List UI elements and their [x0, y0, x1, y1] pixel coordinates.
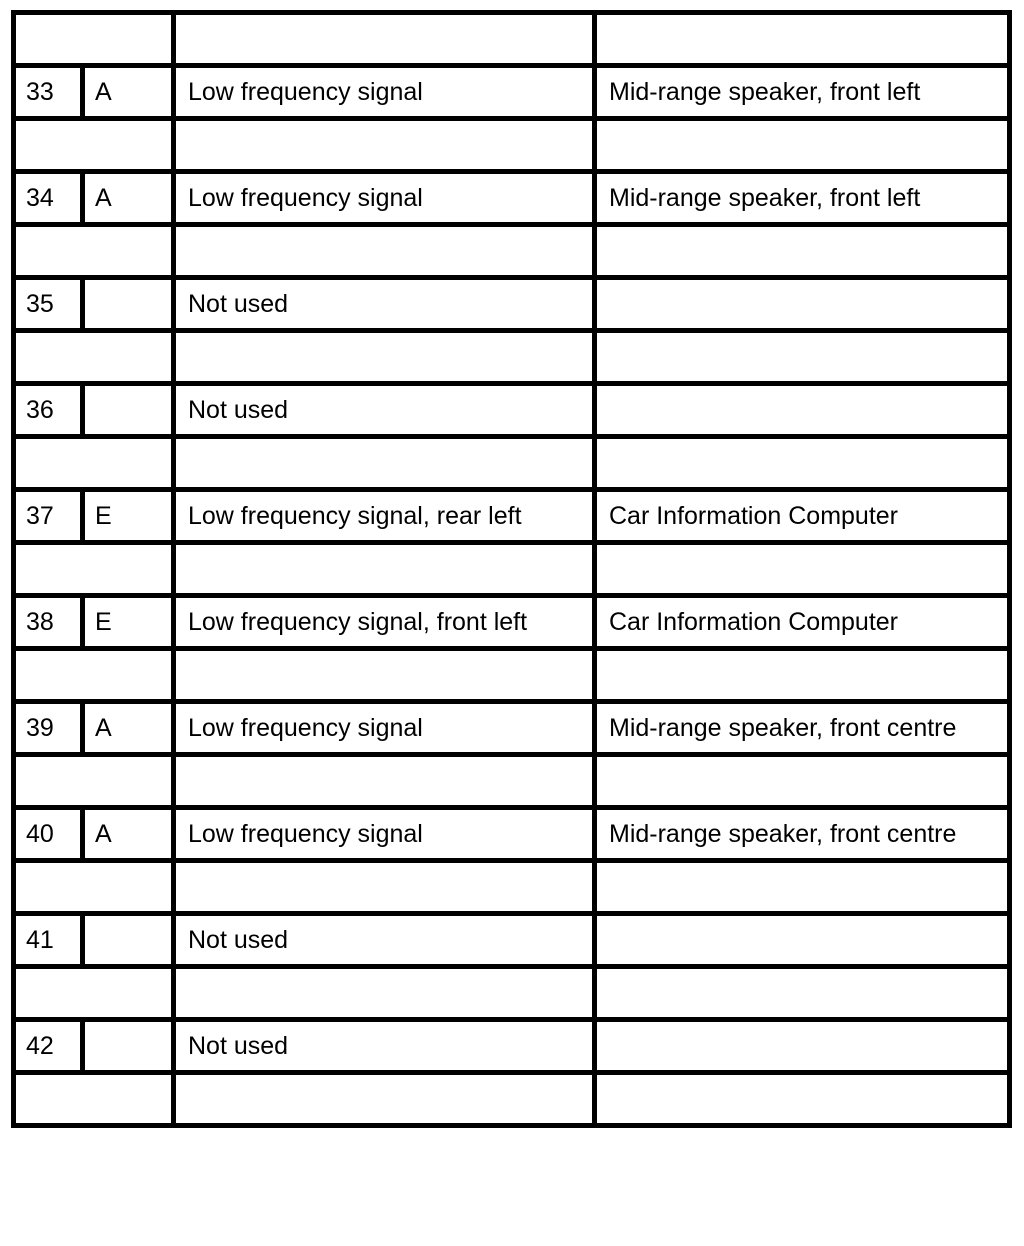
signal-description-cell: Not used	[174, 1020, 595, 1073]
component-cell: Mid-range speaker, front left	[595, 66, 1010, 119]
pin-number-cell: 39	[14, 702, 83, 755]
spacer-row	[14, 967, 1010, 1020]
spacer-row	[14, 13, 1010, 66]
component-cell: Car Information Computer	[595, 490, 1010, 543]
component-cell	[595, 1020, 1010, 1073]
spacer-row	[14, 119, 1010, 172]
spacer-cell	[14, 13, 174, 66]
component-cell: Mid-range speaker, front left	[595, 172, 1010, 225]
spacer-cell	[14, 967, 174, 1020]
spacer-cell	[595, 543, 1010, 596]
type-cell	[83, 914, 174, 967]
pin-number-cell: 36	[14, 384, 83, 437]
spacer-cell	[14, 1073, 174, 1126]
table-row	[14, 172, 1010, 225]
spacer-cell	[595, 649, 1010, 702]
pin-number-cell: 38	[14, 596, 83, 649]
component-cell	[595, 384, 1010, 437]
spacer-cell	[174, 861, 595, 914]
pin-assignment-table	[11, 10, 1012, 1128]
spacer-cell	[595, 225, 1010, 278]
spacer-cell	[595, 13, 1010, 66]
spacer-cell	[174, 543, 595, 596]
spacer-cell	[14, 649, 174, 702]
pin-number-cell: 34	[14, 172, 83, 225]
signal-description-cell: Low frequency signal, front left	[174, 596, 595, 649]
pin-number-cell: 35	[14, 278, 83, 331]
spacer-cell	[174, 1073, 595, 1126]
table-row	[14, 490, 1010, 543]
signal-description-cell: Not used	[174, 278, 595, 331]
spacer-cell	[14, 755, 174, 808]
signal-description-cell: Low frequency signal	[174, 66, 595, 119]
spacer-row	[14, 543, 1010, 596]
spacer-cell	[14, 225, 174, 278]
spacer-cell	[595, 967, 1010, 1020]
table-row	[14, 278, 1010, 331]
component-cell: Car Information Computer	[595, 596, 1010, 649]
type-cell	[83, 278, 174, 331]
spacer-cell	[14, 331, 174, 384]
spacer-cell	[595, 1073, 1010, 1126]
spacer-row	[14, 1073, 1010, 1126]
table-row	[14, 66, 1010, 119]
type-cell: E	[83, 596, 174, 649]
spacer-cell	[174, 755, 595, 808]
pin-number-cell: 37	[14, 490, 83, 543]
table-row	[14, 596, 1010, 649]
type-cell	[83, 384, 174, 437]
type-cell: A	[83, 808, 174, 861]
pin-number-cell: 41	[14, 914, 83, 967]
spacer-cell	[595, 861, 1010, 914]
spacer-cell	[14, 861, 174, 914]
signal-description-cell: Low frequency signal	[174, 808, 595, 861]
spacer-row	[14, 331, 1010, 384]
pin-number-cell: 40	[14, 808, 83, 861]
signal-description-cell: Low frequency signal	[174, 702, 595, 755]
pin-number-cell: 42	[14, 1020, 83, 1073]
spacer-cell	[595, 755, 1010, 808]
component-cell	[595, 914, 1010, 967]
spacer-cell	[174, 437, 595, 490]
spacer-row	[14, 649, 1010, 702]
spacer-cell	[595, 437, 1010, 490]
spacer-cell	[14, 543, 174, 596]
spacer-cell	[14, 437, 174, 490]
component-cell	[595, 278, 1010, 331]
signal-description-cell: Low frequency signal	[174, 172, 595, 225]
component-cell: Mid-range speaker, front centre	[595, 808, 1010, 861]
signal-description-cell: Not used	[174, 384, 595, 437]
spacer-row	[14, 861, 1010, 914]
signal-description-cell: Not used	[174, 914, 595, 967]
spacer-cell	[174, 967, 595, 1020]
spacer-cell	[174, 13, 595, 66]
table-row	[14, 808, 1010, 861]
spacer-row	[14, 225, 1010, 278]
type-cell: A	[83, 702, 174, 755]
spacer-row	[14, 437, 1010, 490]
spacer-cell	[14, 119, 174, 172]
table-row	[14, 914, 1010, 967]
table-row	[14, 702, 1010, 755]
component-cell: Mid-range speaker, front centre	[595, 702, 1010, 755]
type-cell: A	[83, 66, 174, 119]
spacer-row	[14, 755, 1010, 808]
pin-number-cell: 33	[14, 66, 83, 119]
spacer-cell	[174, 119, 595, 172]
table-row	[14, 1020, 1010, 1073]
spacer-cell	[174, 225, 595, 278]
type-cell: A	[83, 172, 174, 225]
type-cell	[83, 1020, 174, 1073]
table-row	[14, 384, 1010, 437]
spacer-cell	[174, 649, 595, 702]
spacer-cell	[174, 331, 595, 384]
signal-description-cell: Low frequency signal, rear left	[174, 490, 595, 543]
spacer-cell	[595, 119, 1010, 172]
spacer-cell	[595, 331, 1010, 384]
type-cell: E	[83, 490, 174, 543]
